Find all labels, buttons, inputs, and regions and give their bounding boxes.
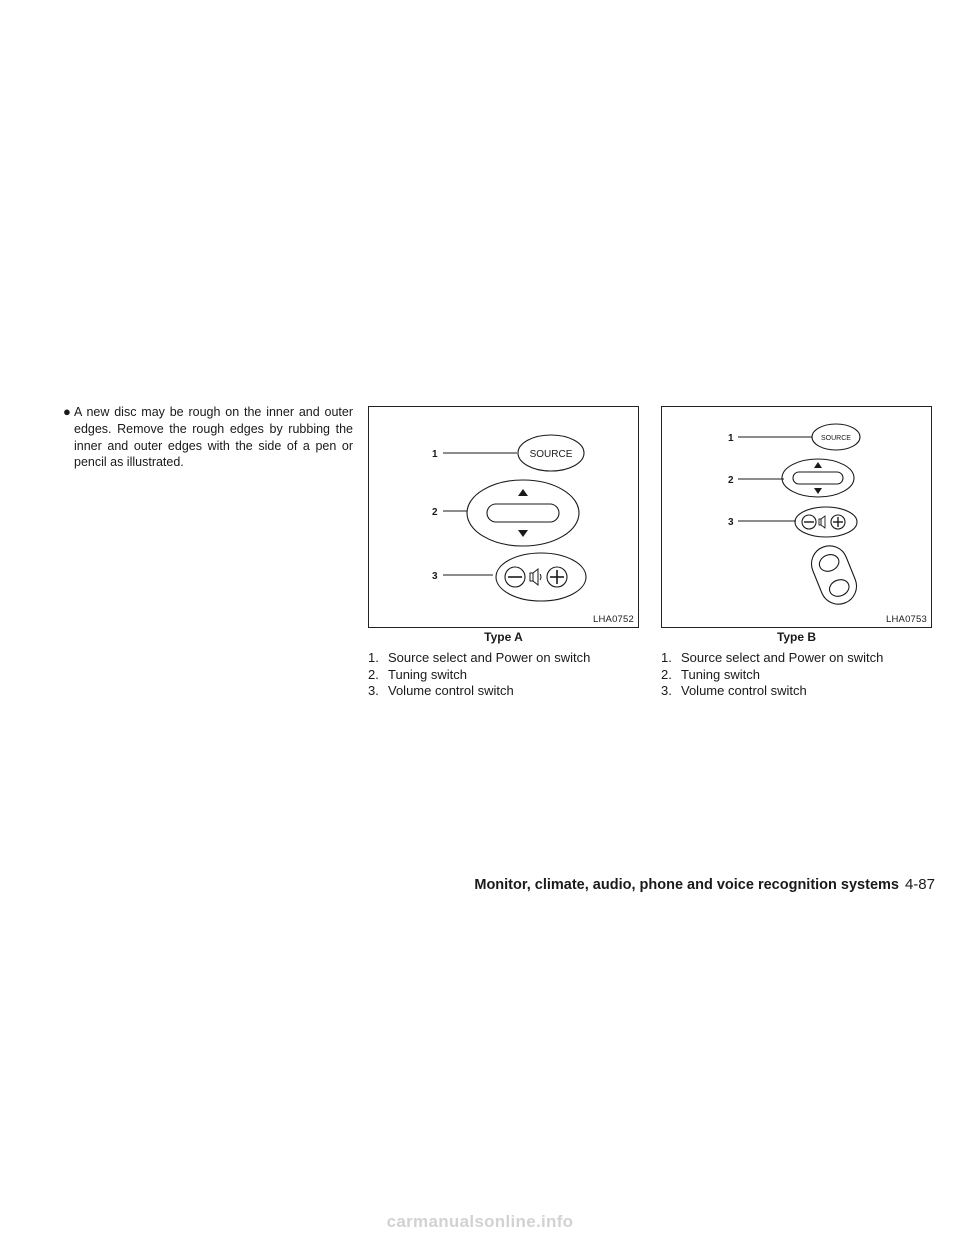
callout-number-3: 3 <box>728 517 734 528</box>
figure-code: LHA0753 <box>885 614 927 625</box>
steering-switch-pod <box>806 540 862 609</box>
figure-type-b <box>661 406 932 628</box>
callout-number-1: 1 <box>432 449 438 460</box>
footer-section-title: Monitor, climate, audio, phone and voice recognition systems <box>474 877 899 893</box>
tuning-up-arrow-icon <box>518 489 528 496</box>
page-footer <box>474 876 935 893</box>
figure-caption-type-a: Type A <box>484 630 523 644</box>
tuning-down-arrow-icon <box>518 530 528 537</box>
figure-caption-type-b: Type B <box>776 630 817 644</box>
source-button-label: SOURCE <box>529 449 573 460</box>
page-number: 4-87 <box>904 876 935 893</box>
legend-item: 2. Tuning switch <box>368 666 467 682</box>
callout-number-2: 2 <box>432 507 438 518</box>
source-button-label: SOURCE <box>821 435 851 442</box>
bullet-paragraph <box>63 404 353 471</box>
tuning-switch-slot <box>793 472 843 484</box>
figure-type-a <box>368 406 639 628</box>
bullet-icon: ● <box>63 404 71 419</box>
legend-item: 3. Volume control switch <box>661 683 807 699</box>
speaker-icon <box>530 569 541 585</box>
legend-item: 2. Tuning switch <box>661 666 760 682</box>
callout-number-2: 2 <box>728 475 734 486</box>
legend-type-a <box>368 650 648 700</box>
callout-number-1: 1 <box>728 433 734 444</box>
tuning-down-arrow-icon <box>814 488 822 494</box>
tuning-up-arrow-icon <box>814 462 822 468</box>
watermark: carmanualsonline.info <box>386 1212 574 1231</box>
legend-item: 3. Volume control switch <box>368 683 514 699</box>
tuning-switch-slot <box>487 504 559 522</box>
type-a-switch-illustration <box>369 407 640 629</box>
legend-item: 1. Source select and Power on switch <box>368 650 591 665</box>
type-b-switch-illustration <box>662 407 933 629</box>
legend-type-b <box>661 650 941 700</box>
figure-code: LHA0752 <box>592 614 634 625</box>
legend-item: 1. Source select and Power on switch <box>661 650 884 665</box>
callout-number-3: 3 <box>432 571 438 582</box>
speaker-icon <box>819 516 825 528</box>
bullet-text: A new disc may be rough on the inner and outer edges. Remove the rough edges by rubbing the inner and outer edges with the side of a pen or pencil as illustrated. <box>74 405 353 470</box>
